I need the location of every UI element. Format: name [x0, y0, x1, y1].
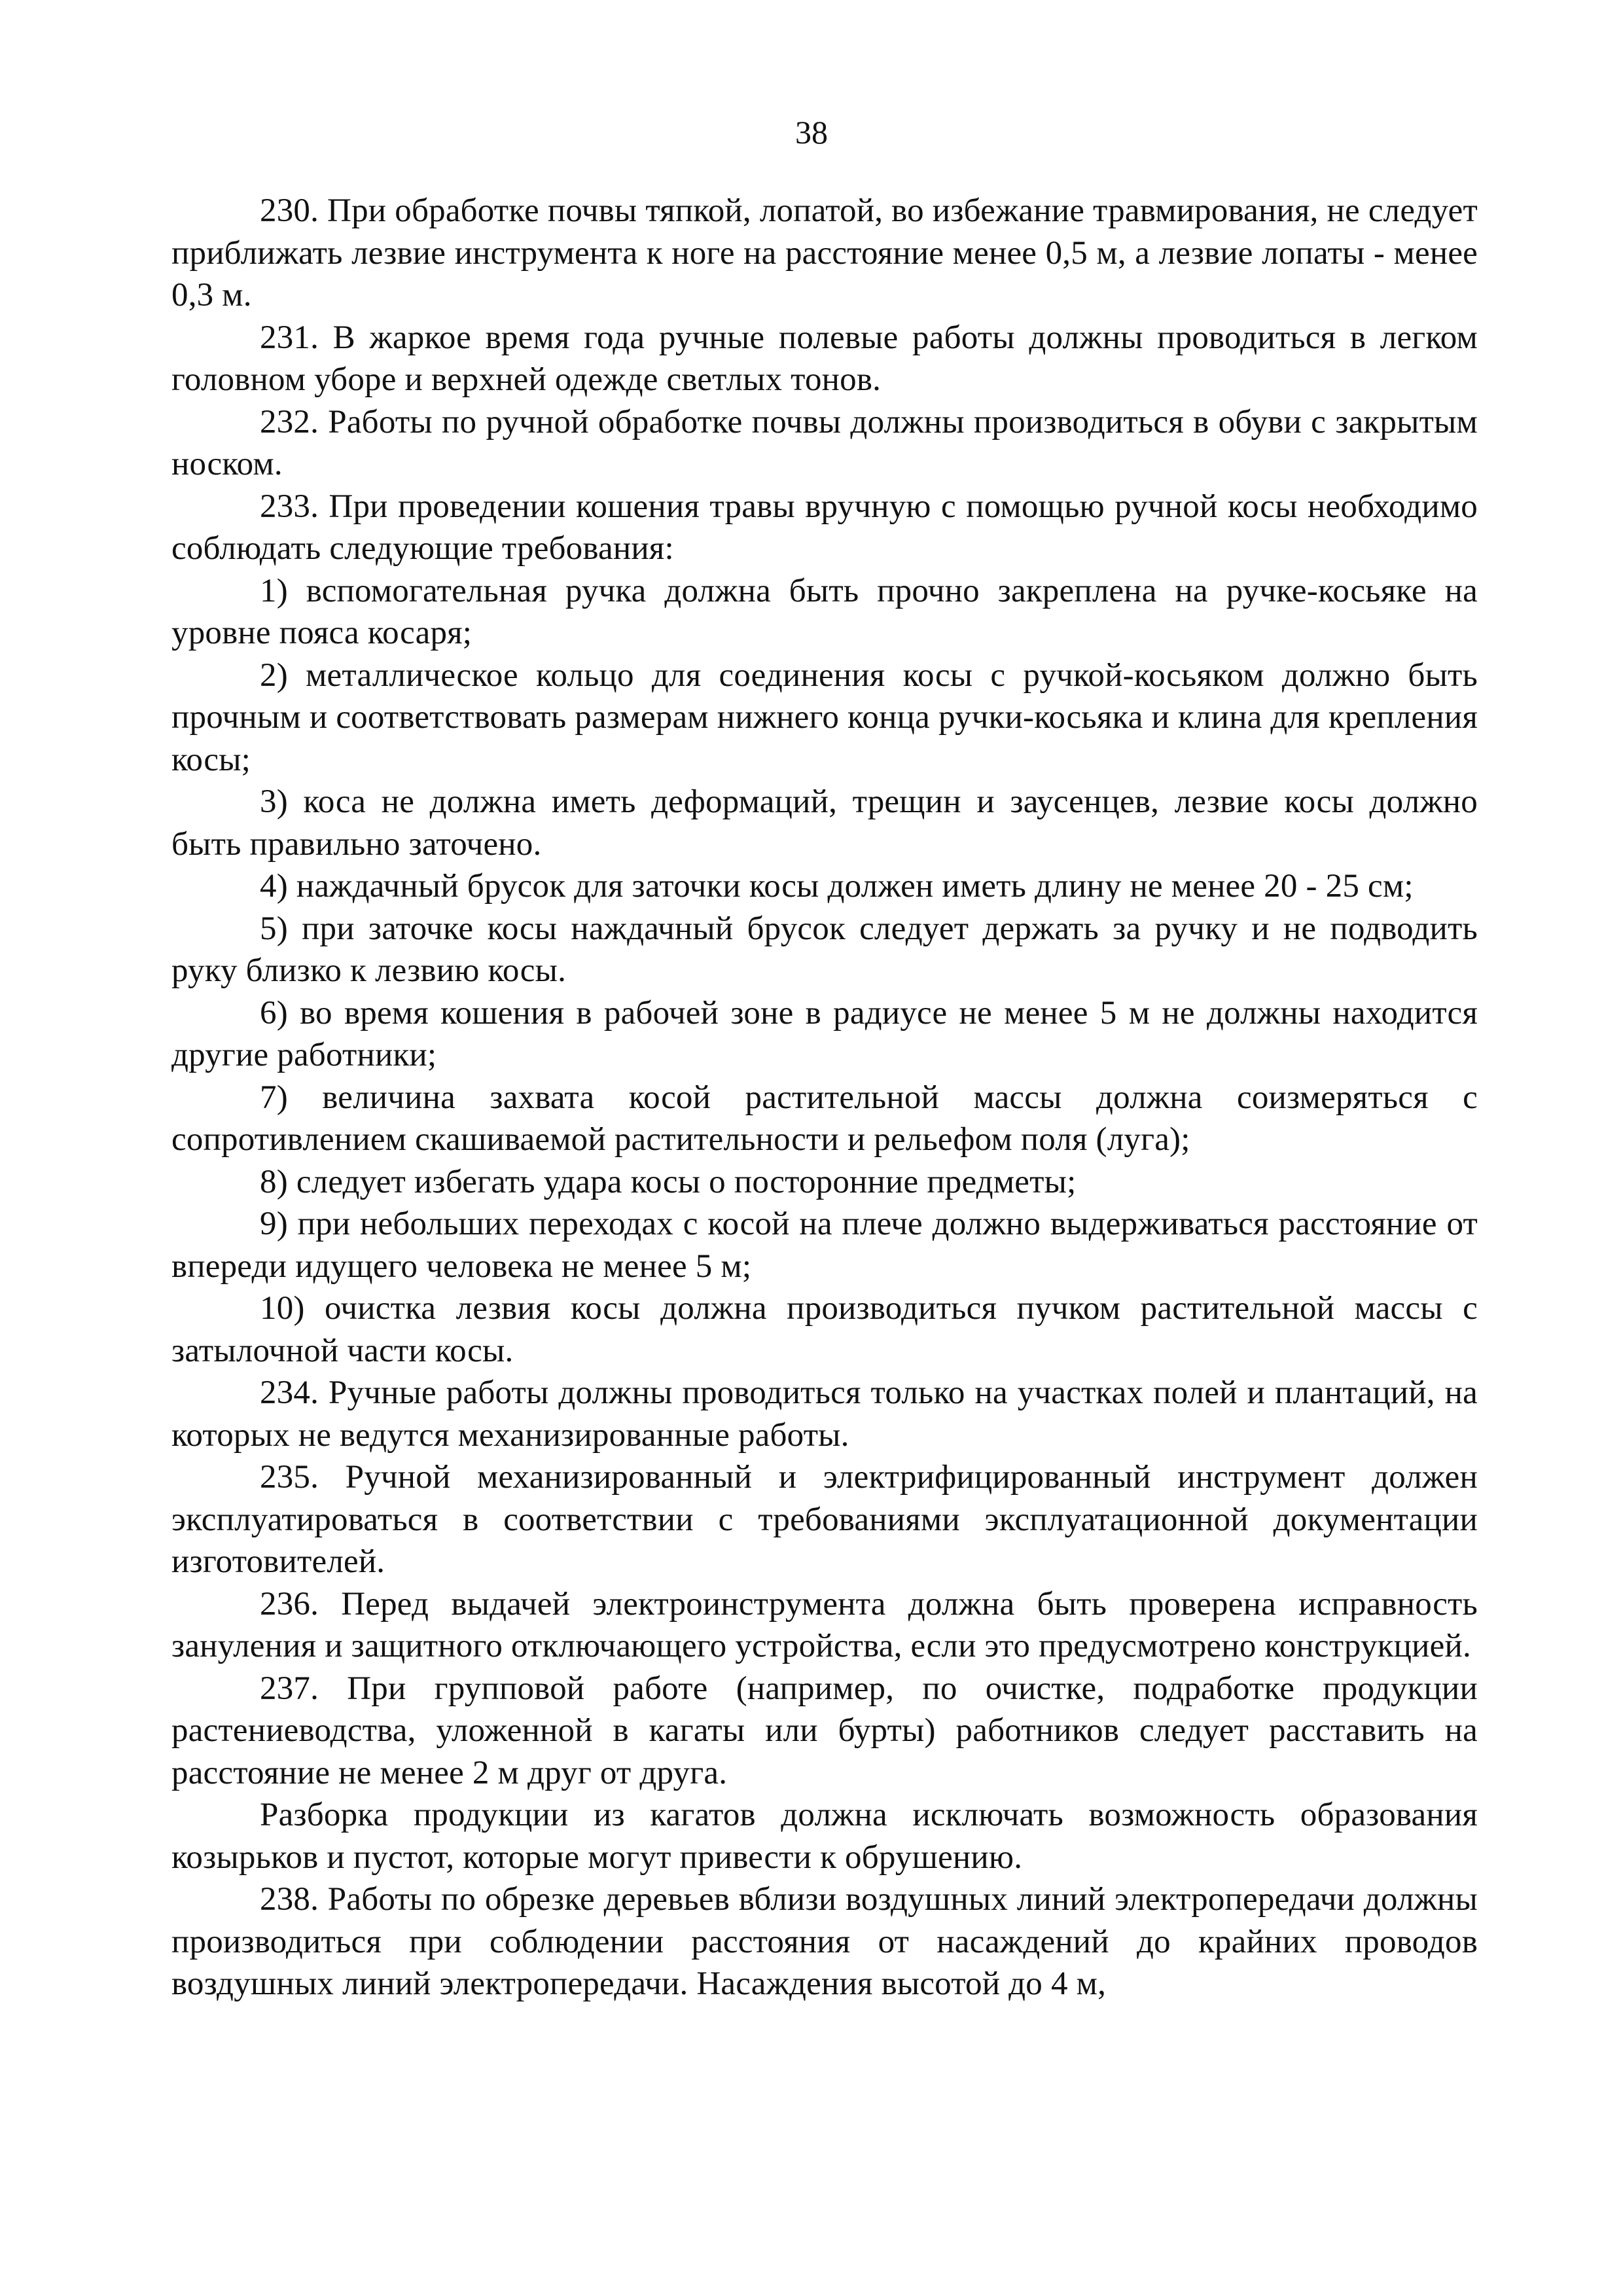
paragraph-237-continued: Разборка продукции из кагатов должна исключать возможность образования козырьков и пустот, которые могут привести к обрушению. — [171, 1797, 1478, 1876]
paragraph-236: 236. Перед выдачей электроинструмента должна быть проверена исправность зануления и защитного отключающего устройства, если это предусмотрено конструкцией. — [171, 1585, 1478, 1664]
paragraph-232: 232. Работы по ручной обработке почвы должны производиться в обуви с закрытым носком. — [171, 403, 1478, 482]
list-item-233-7: 7) величина захвата косой растительной массы должна соизмеряться с сопротивлением скашиваемой растительности и рельефом поля (луга); — [171, 1079, 1478, 1158]
paragraph-230: 230. При обработке почвы тяпкой, лопатой, во избежание травмирования, не следует приближать лезвие инструмента к ноге на расстояние менее 0,5 м, а лезвие лопаты - менее 0,3 м. — [171, 192, 1478, 314]
paragraph-233: 233. При проведении кошения травы вручную с помощью ручной косы необходимо соблюдать следующие требования: — [171, 488, 1478, 567]
list-item-233-2: 2) металлическое кольцо для соединения косы с ручкой-косьяком должно быть прочным и соответствовать размерам нижнего конца ручки-косьяка и клина для крепления косы; — [171, 656, 1478, 778]
list-item-233-10: 10) очистка лезвия косы должна производиться пучком растительной массы с затылочной части косы. — [171, 1290, 1478, 1369]
list-item-233-4: 4) наждачный брусок для заточки косы должен иметь длину не менее 20 - 25 см; — [260, 868, 1414, 905]
paragraph-238: 238. Работы по обрезке деревьев вблизи воздушных линий электропередачи должны производиться при соблюдении расстояния от насаждений до крайних проводов воздушных линий электропередачи. Насаждения высотой до 4 м, — [171, 1881, 1478, 2002]
list-item-233-1: 1) вспомогательная ручка должна быть прочно закреплена на ручке-косьяке на уровне пояса косаря; — [171, 572, 1478, 651]
document-body — [171, 190, 1478, 2005]
list-item-233-5: 5) при заточке косы наждачный брусок следует держать за ручку и не подводить руку близко к лезвию косы. — [171, 910, 1478, 989]
paragraph-234: 234. Ручные работы должны проводиться только на участках полей и плантаций, на которых не ведутся механизированные работы. — [171, 1374, 1478, 1454]
list-item-233-9: 9) при небольших переходах с косой на плече должно выдерживаться расстояние от впереди идущего человека не менее 5 м; — [171, 1206, 1478, 1285]
list-item-233-3: 3) коса не должна иметь деформаций, трещин и заусенцев, лезвие косы должно быть правильно заточено. — [171, 783, 1478, 863]
paragraph-235: 235. Ручной механизированный и электрифицированный инструмент должен эксплуатироваться в соответствии с требованиями эксплуатационной документации изготовителей. — [171, 1459, 1478, 1580]
paragraph-237: 237. При групповой работе (например, по очистке, подработке продукции растениеводства, уложенной в кагаты или бурты) работников следует расставить на расстояние не менее 2 м друг от друга. — [171, 1670, 1478, 1791]
paragraph-231: 231. В жаркое время года ручные полевые работы должны проводиться в легком головном уборе и верхней одежде светлых тонов. — [171, 319, 1478, 398]
list-item-233-8: 8) следует избегать удара косы о посторонние предметы; — [260, 1163, 1077, 1200]
list-item-233-6: 6) во время кошения в рабочей зоне в радиусе не менее 5 м не должны находится другие работники; — [171, 994, 1478, 1073]
page-number: 38 — [795, 114, 828, 151]
